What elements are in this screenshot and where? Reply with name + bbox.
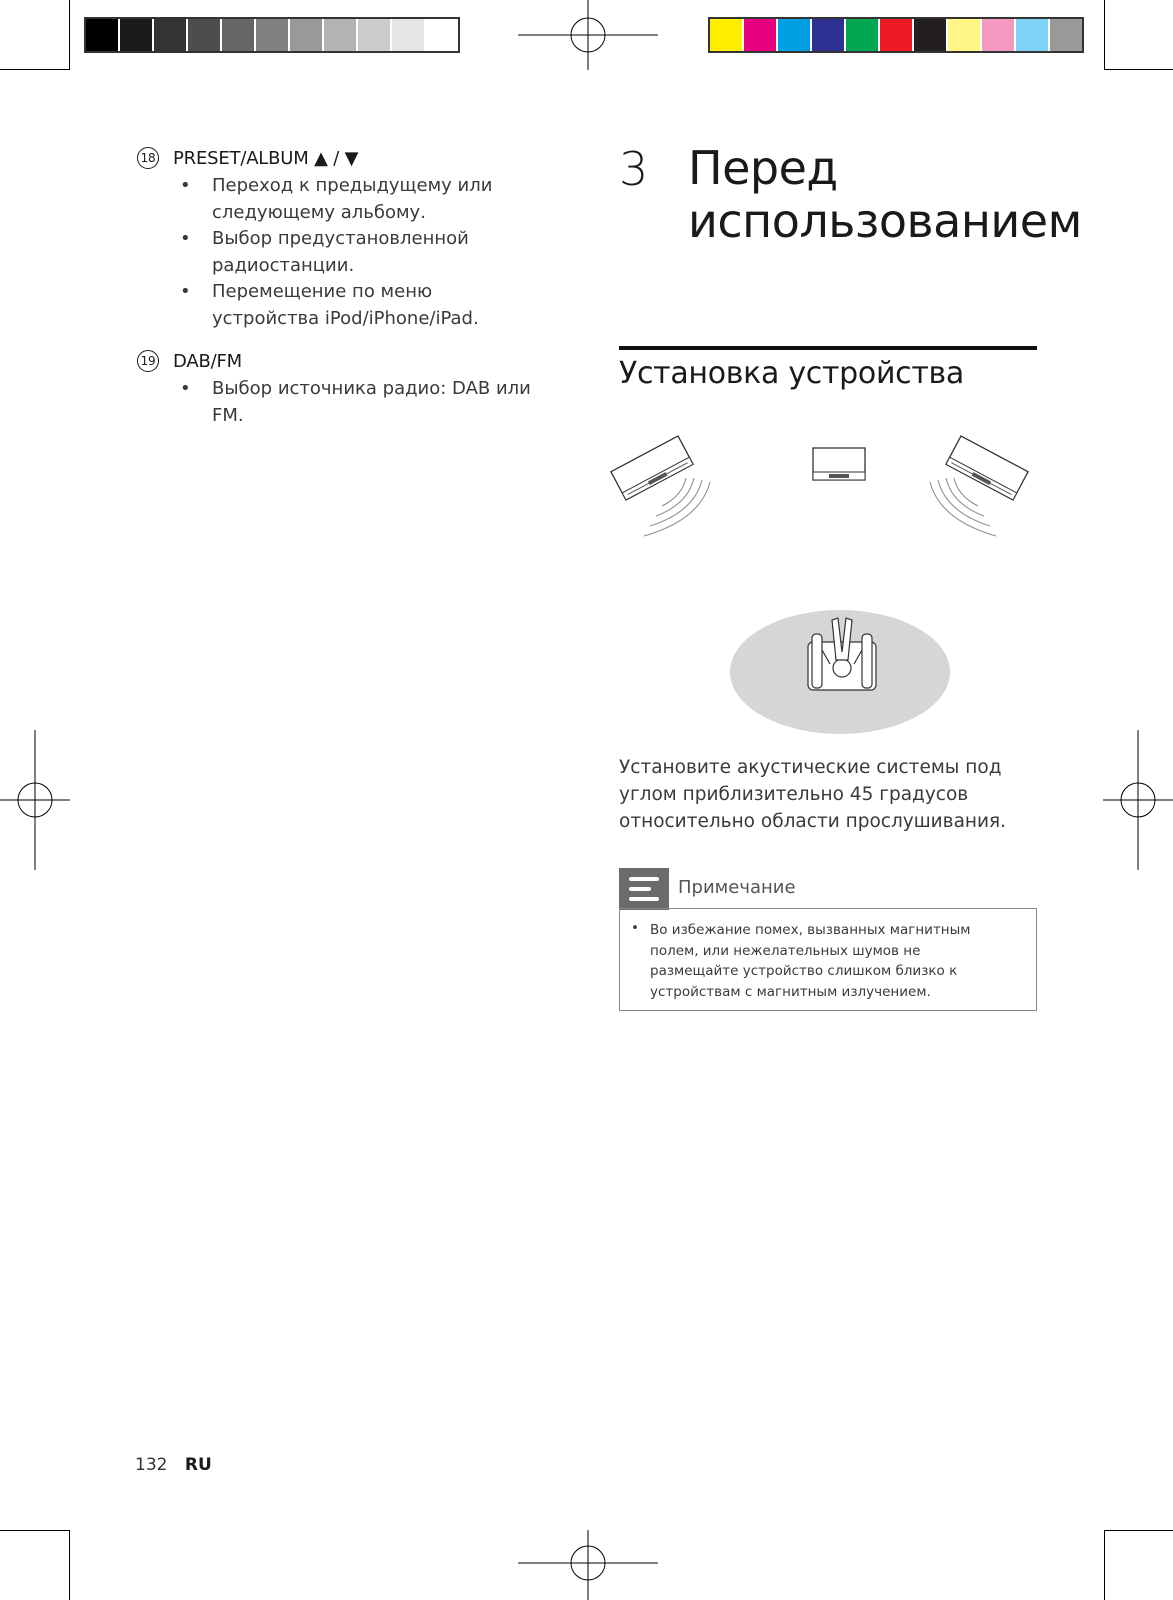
placement-instruction: Установите акустические системы под углом приблизительно 45 градусов относительно области прослушивания. <box>619 757 1007 832</box>
gray-swatch <box>154 19 188 51</box>
color-swatch <box>880 19 914 51</box>
note-text: Во избежание помех, вызванных магнитным полем, или нежелательных шумов не размещайте устройство слишком близко к устройствам с магнитным излучением. <box>650 922 971 1000</box>
process-color-bar <box>708 17 1084 53</box>
gray-color-bar <box>84 17 460 53</box>
color-swatch <box>1016 19 1050 51</box>
color-swatch <box>982 19 1016 51</box>
gray-swatch <box>290 19 324 51</box>
right-speaker-icon <box>946 436 1028 500</box>
gray-swatch <box>120 19 154 51</box>
item-19-bullets <box>178 376 538 429</box>
language-code: RU <box>184 1455 212 1475</box>
gray-swatch <box>222 19 256 51</box>
registration-mark-top <box>518 0 658 70</box>
sound-waves-left <box>644 478 710 536</box>
item-number-badge: 18 <box>137 147 159 169</box>
chapter-number: 3 <box>619 142 649 196</box>
color-swatch <box>948 19 982 51</box>
section-divider <box>619 346 1037 350</box>
color-swatch <box>744 19 778 51</box>
item-title: PRESET/ALBUM ▲ / ▼ <box>173 147 359 169</box>
page-footer <box>135 1455 212 1475</box>
list-item: • Переход к предыдущему или следующему альбому. <box>178 173 538 226</box>
speaker-placement-diagram <box>600 430 1040 740</box>
registration-mark-bottom <box>518 1530 658 1600</box>
note-icon <box>619 868 669 910</box>
gray-swatch <box>256 19 290 51</box>
note-label: Примечание <box>678 877 796 898</box>
color-swatch <box>914 19 948 51</box>
page-number: 132 <box>135 1455 168 1475</box>
item-19-heading <box>137 350 242 372</box>
sound-waves-right <box>930 478 996 536</box>
color-swatch <box>710 19 744 51</box>
list-item: • Выбор источника радио: DAB или FM. <box>178 376 538 429</box>
list-item: • Выбор предустановленной радиостанции. <box>178 226 538 279</box>
gray-swatch <box>188 19 222 51</box>
item-number-badge: 19 <box>137 350 159 372</box>
center-speaker-icon <box>813 448 865 480</box>
section-title: Установка устройства <box>619 356 964 391</box>
color-swatch <box>1050 19 1082 51</box>
color-swatch <box>778 19 812 51</box>
gray-swatch <box>392 19 426 51</box>
gray-swatch <box>358 19 392 51</box>
item-18-heading <box>137 147 358 169</box>
item-18-bullets <box>178 173 538 332</box>
chapter-title: Перед использованием <box>688 141 1082 248</box>
registration-mark-left <box>0 730 70 870</box>
color-swatch <box>812 19 846 51</box>
gray-swatch <box>324 19 358 51</box>
registration-mark-right <box>1103 730 1173 870</box>
gray-swatch <box>86 19 120 51</box>
item-title: DAB/FM <box>173 350 242 372</box>
list-item: • Перемещение по меню устройства iPod/iPhone/iPad. <box>178 279 538 332</box>
color-swatch <box>846 19 880 51</box>
note-bullet: • <box>631 920 639 936</box>
gray-swatch <box>426 19 458 51</box>
